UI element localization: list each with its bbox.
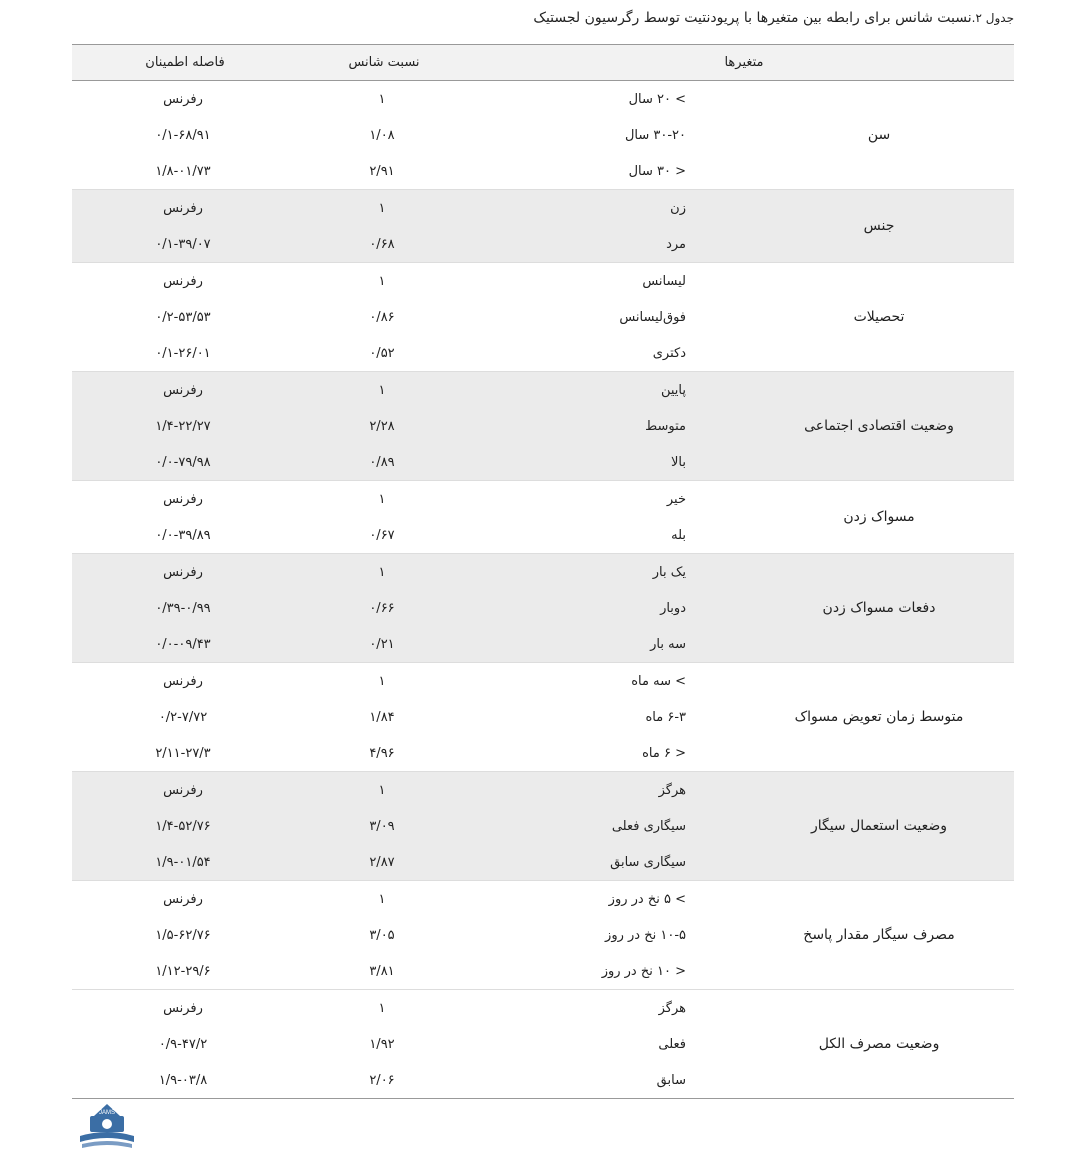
category-cell: مرد xyxy=(666,236,686,252)
table-body xyxy=(72,81,1014,1099)
odds-ratio-table xyxy=(72,44,1014,1099)
odds-ratio-cell: ۱ xyxy=(378,782,386,798)
category-cell: دوبار xyxy=(660,600,686,616)
ci-cell: ۱/۴-۵۲/۷۶ xyxy=(155,818,211,834)
table-row xyxy=(72,590,744,626)
table-row xyxy=(72,444,744,480)
table-row xyxy=(72,335,744,371)
ci-cell: رفرنس xyxy=(163,491,203,507)
variable-name: تحصیلات xyxy=(853,309,905,325)
odds-ratio-cell: ۳/۰۵ xyxy=(369,927,395,943)
variable-group xyxy=(72,372,1014,481)
ci-cell: ۱/۹-۰۱/۵۴ xyxy=(155,854,211,870)
ci-cell: ۱/۵-۶۲/۷۶ xyxy=(155,927,211,943)
journal-logo-icon xyxy=(76,1102,138,1152)
category-cell: ۱۰-۵ نخ در روز xyxy=(605,927,686,943)
ci-cell: رفرنس xyxy=(163,91,203,107)
ci-cell: رفرنس xyxy=(163,891,203,907)
ci-cell: رفرنس xyxy=(163,273,203,289)
variable-group xyxy=(72,190,1014,263)
variable-group xyxy=(72,881,1014,990)
table-row xyxy=(72,881,744,917)
odds-ratio-cell: ۰/۲۱ xyxy=(369,636,395,652)
table-row xyxy=(72,735,744,771)
category-cell: لیسانس xyxy=(642,273,686,289)
table-header xyxy=(72,44,1014,81)
odds-ratio-cell: ۳/۰۹ xyxy=(369,818,395,834)
variable-name: متوسط زمان تعویض مسواک xyxy=(794,709,964,725)
table-row xyxy=(72,953,744,989)
variable-name: سن xyxy=(867,127,891,143)
table-row xyxy=(72,626,744,662)
table-row xyxy=(72,808,744,844)
table-row xyxy=(72,699,744,735)
ci-cell: ۰/۱-۳۹/۰۷ xyxy=(155,236,211,252)
table-row xyxy=(72,153,744,189)
table-caption xyxy=(60,8,1014,28)
variable-group xyxy=(72,263,1014,372)
variable-name: دفعات مسواک زدن xyxy=(822,600,936,616)
table-row xyxy=(72,990,744,1026)
category-cell: < ۱۰ نخ در روز xyxy=(601,963,686,979)
table-row xyxy=(72,226,744,262)
odds-ratio-cell: ۱/۸۴ xyxy=(369,709,395,725)
logo-text: JAMS xyxy=(98,1110,116,1116)
table-row xyxy=(72,117,744,153)
table-row xyxy=(72,554,744,590)
table-row xyxy=(72,517,744,553)
category-cell: سیگاری سابق xyxy=(610,854,686,870)
category-cell: ۶-۳ ماه xyxy=(645,709,686,725)
header-variables: متغیرها xyxy=(724,55,764,70)
ci-cell: رفرنس xyxy=(163,382,203,398)
caption-text: نسبت شانس برای رابطه بین متغیرها با پریودنتیت توسط رگرسیون لجستیک xyxy=(533,10,972,26)
odds-ratio-cell: ۰/۶۷ xyxy=(369,527,395,543)
category-cell: سه بار xyxy=(650,636,686,652)
category-cell: < ۶ ماه xyxy=(642,745,686,761)
table-row xyxy=(72,663,744,699)
variable-group xyxy=(72,81,1014,190)
category-cell: هرگز xyxy=(658,782,686,798)
ci-cell: ۰/۲-۷/۷۲ xyxy=(158,709,208,725)
table-row xyxy=(72,481,744,517)
variable-group xyxy=(72,481,1014,554)
variable-group xyxy=(72,663,1014,772)
variable-name: مصرف سیگار مقدار پاسخ xyxy=(803,927,955,943)
odds-ratio-cell: ۱ xyxy=(378,564,386,580)
odds-ratio-cell: ۱ xyxy=(378,491,386,507)
odds-ratio-cell: ۴/۹۶ xyxy=(369,745,395,761)
ci-cell: ۰/۰-۷۹/۹۸ xyxy=(155,454,211,470)
table-row xyxy=(72,372,744,408)
category-cell: بله xyxy=(671,527,686,543)
variable-group xyxy=(72,554,1014,663)
odds-ratio-cell: ۱ xyxy=(378,273,386,289)
variable-name: جنس xyxy=(863,218,895,234)
category-cell: فعلی xyxy=(658,1036,686,1052)
category-cell: ۳۰-۲۰ سال xyxy=(624,127,686,143)
variable-name: وضعیت مصرف الکل xyxy=(818,1036,940,1052)
odds-ratio-cell: ۱ xyxy=(378,891,386,907)
header-ci: فاصله اطمینان xyxy=(145,55,225,70)
category-cell: > ۵ نخ در روز xyxy=(608,891,686,907)
odds-ratio-cell: ۱ xyxy=(378,382,386,398)
table-row xyxy=(72,1062,744,1098)
ci-cell: ۱/۱۲-۲۹/۶ xyxy=(155,963,211,979)
category-cell: فوق‌لیسانس xyxy=(619,309,686,325)
ci-cell: ۰/۰-۰۹/۴۳ xyxy=(155,636,211,652)
ci-cell: ۰/۲-۵۳/۵۳ xyxy=(155,309,211,325)
variable-name: وضعیت اقتصادی اجتماعی xyxy=(804,418,954,434)
odds-ratio-cell: ۳/۸۱ xyxy=(369,963,395,979)
odds-ratio-cell: ۱ xyxy=(378,673,386,689)
category-cell: سابق xyxy=(656,1072,686,1088)
category-cell: > سه ماه xyxy=(631,673,686,689)
ci-cell: ۰/۱-۶۸/۹۱ xyxy=(155,127,211,143)
table-row xyxy=(72,408,744,444)
table-row xyxy=(72,190,744,226)
table-row xyxy=(72,263,744,299)
variable-group xyxy=(72,772,1014,881)
odds-ratio-cell: ۱ xyxy=(378,91,386,107)
odds-ratio-cell: ۰/۵۲ xyxy=(369,345,395,361)
ci-cell: ۰/۰-۳۹/۸۹ xyxy=(155,527,211,543)
odds-ratio-cell: ۱/۹۲ xyxy=(369,1036,395,1052)
caption-label: جدول ۲. xyxy=(971,11,1014,25)
odds-ratio-cell: ۲/۹۱ xyxy=(369,163,395,179)
odds-ratio-cell: ۲/۰۶ xyxy=(369,1072,395,1088)
odds-ratio-cell: ۰/۸۶ xyxy=(369,309,395,325)
variable-name: مسواک زدن xyxy=(843,509,915,525)
odds-ratio-cell: ۰/۸۹ xyxy=(369,454,395,470)
odds-ratio-cell: ۰/۶۸ xyxy=(369,236,395,252)
table-row xyxy=(72,1026,744,1062)
category-cell: زن xyxy=(670,200,686,216)
odds-ratio-cell: ۲/۸۷ xyxy=(369,854,395,870)
ci-cell: ۰/۱-۲۶/۰۱ xyxy=(155,345,211,361)
category-cell: متوسط xyxy=(645,418,686,434)
category-cell: خیر xyxy=(666,491,686,507)
category-cell: یک بار xyxy=(652,564,686,580)
table-row xyxy=(72,299,744,335)
ci-cell: رفرنس xyxy=(163,564,203,580)
category-cell: < ۳۰ سال xyxy=(628,163,686,179)
ci-cell: رفرنس xyxy=(163,673,203,689)
odds-ratio-cell: ۲/۲۸ xyxy=(369,418,395,434)
ci-cell: ۲/۱۱-۲۷/۳ xyxy=(155,745,211,761)
ci-cell: رفرنس xyxy=(163,782,203,798)
table-row xyxy=(72,772,744,808)
table-row xyxy=(72,844,744,880)
category-cell: پایین xyxy=(660,382,686,398)
header-odds-ratio: نسبت شانس xyxy=(348,55,420,70)
ci-cell: رفرنس xyxy=(163,200,203,216)
category-cell: بالا xyxy=(671,454,686,470)
category-cell: دکتری xyxy=(652,345,686,361)
ci-cell: ۰/۹-۴۷/۲ xyxy=(158,1036,208,1052)
ci-cell: ۱/۸-۰۱/۷۳ xyxy=(155,163,211,179)
odds-ratio-cell: ۱/۰۸ xyxy=(369,127,395,143)
ci-cell: ۱/۴-۲۲/۲۷ xyxy=(155,418,211,434)
ci-cell: ۱/۹-۰۳/۸ xyxy=(158,1072,208,1088)
odds-ratio-cell: ۱ xyxy=(378,200,386,216)
ci-cell: رفرنس xyxy=(163,1000,203,1016)
variable-name: وضعیت استعمال سیگار xyxy=(810,818,948,834)
ci-cell: ۰/۳۹-۰/۹۹ xyxy=(155,600,211,616)
odds-ratio-cell: ۰/۶۶ xyxy=(369,600,395,616)
category-cell: سیگاری فعلی xyxy=(611,818,686,834)
table-row xyxy=(72,917,744,953)
category-cell: هرگز xyxy=(658,1000,686,1016)
table-row xyxy=(72,81,744,117)
odds-ratio-cell: ۱ xyxy=(378,1000,386,1016)
variable-group xyxy=(72,990,1014,1099)
category-cell: > ۲۰ سال xyxy=(628,91,686,107)
